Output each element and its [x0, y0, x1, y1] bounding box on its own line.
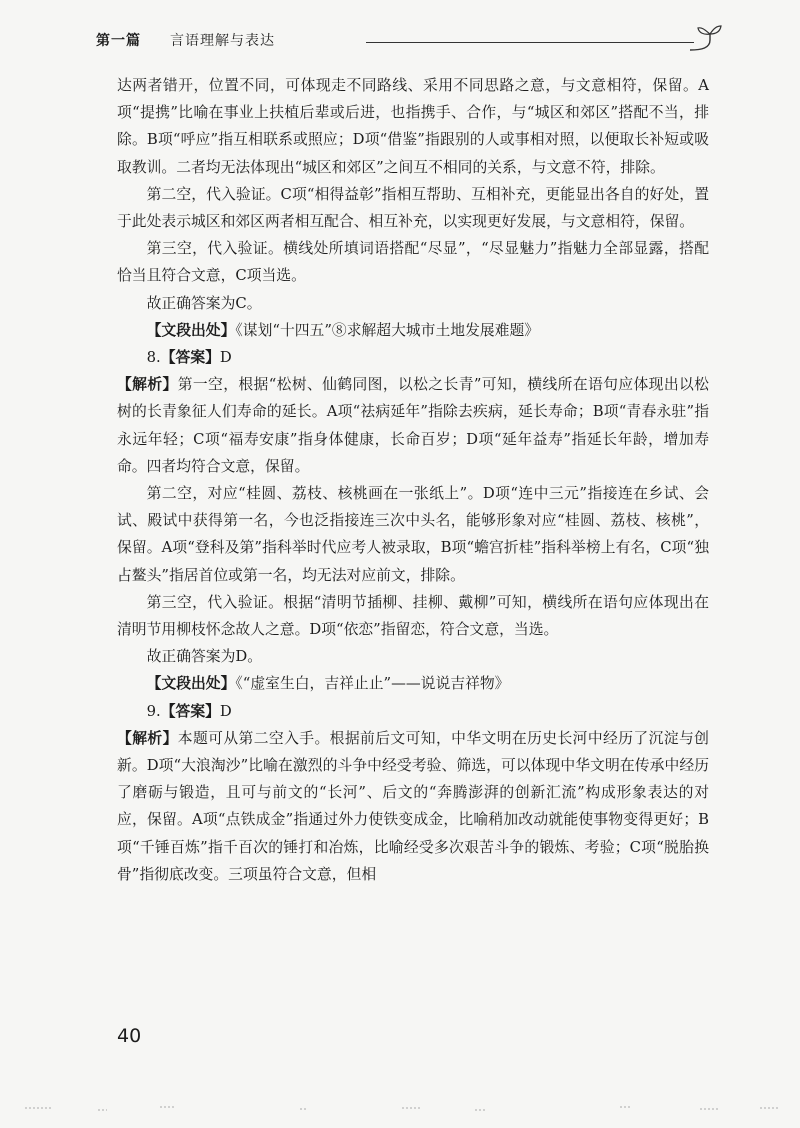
paragraph: 第二空，代入验证。C项“相得益彰”指相互帮助、互相补充，更能显出各自的好处，置于此处表示城区和郊区两者相互配合、相互补充，以实现更好发展，与文意相符，保留。 — [117, 185, 709, 231]
running-header — [96, 22, 726, 56]
answer-tag: 【答案】 — [160, 702, 220, 720]
answer-value: D — [219, 702, 232, 720]
paragraph: 第三空，代入验证。横线处所填词语搭配“尽显”，“尽显魅力”指魅力全部显露，搭配恰当且符合文意，C项当选。 — [117, 240, 709, 285]
analysis-tag: 【解析】 — [117, 729, 178, 747]
answer-tag: 【答案】 — [160, 349, 220, 367]
paragraph: 第三空，代入验证。根据“清明节插柳、挂柳、戴柳”可知，横线所在语句应体现出在清明节用柳枝怀念故人之意。D项“依恋”指留恋，符合文意，当选。 — [117, 593, 709, 639]
paragraph: 故正确答案为D。 — [146, 648, 263, 666]
paragraph: 第二空，对应“桂圆、荔枝、核桃画在一张纸上”。D项“连中三元”指接连在乡试、会试、殿试中获得第一名，今也泛指接连三次中头名，能够形象对应“桂圆、荔枝、核桃”，保留。A项“登科及第”指科举时代应考人被录取，B项“蟾宫折桂”指科举榜上有名，C项“独占鳌头”指居首位或第一名，均无法对应前文，排除。 — [117, 485, 709, 584]
paragraph: 故正确答案为C。 — [146, 294, 262, 312]
analysis-tag: 【解析】 — [117, 376, 178, 394]
source-tag: 【文段出处】 — [146, 321, 236, 339]
header-rule — [366, 42, 694, 43]
question-number: 9. — [146, 702, 161, 720]
source-tag: 【文段出处】 — [146, 675, 236, 693]
analysis-paragraph: 【解析】本题可从第二空入手。根据前后文可知，中华文明在历史长河中经历了沉淀与创新。D项“大浪淘沙”比喻在激烈的斗争中经受考验、筛选，可以体现中华文明在传承中经历了磨砺与锻造，且可与前文的“长河”、后文的“奔腾澎湃的创新汇流”构成形象表达的对应，保留。A项“点铁成金”指通过外力使铁变成金，比喻稍加改动就能使事物变得更好；B项“千锤百炼”指千百次的锤打和冶炼，比喻经受多次艰苦斗争的锻炼、考验；C项“脱胎换骨”指彻底改变。三项虽符合文意，但相 — [117, 729, 709, 883]
answer-value: D — [219, 349, 232, 367]
page-number: 40 — [117, 1025, 142, 1047]
source-line: 【文段出处】《谋划“十四五”⑧求解超大城市土地发展难题》 — [146, 321, 540, 339]
source-line: 【文段出处】《“虚室生白，吉祥止止”——说说吉祥物》 — [146, 675, 510, 693]
sprout-icon — [688, 22, 722, 56]
scan-marks — [0, 1098, 800, 1118]
paragraph: 达两者错开，位置不同，可体现走不同路线、采用不同思路之意，与文意相符，保留。A项“提携”比喻在事业上扶植后辈或后进，也指携手、合作，与“城区和郊区”搭配不当，排除。B项“呼应”指互相联系或照应；D项“借鉴”指跟别的人或事相对照，以便取长补短或吸取教训。二者均无法体现出“城区和郊区”之间互不相同的关系，与文意不符，排除。 — [117, 77, 709, 176]
answer-line — [117, 344, 709, 371]
analysis-paragraph: 【解析】第一空，根据“松树、仙鹤同图，以松之长青”可知，横线所在语句应体现出以松树的长青象征人们寿命的延长。A项“祛病延年”指除去疾病，延长寿命；B项“青春永驻”指永远年轻；C项“福寿安康”指身体健康，长命百岁；D项“延年益寿”指延长年龄，增加寿命。四者均符合文意，保留。 — [117, 376, 709, 475]
page-body — [117, 72, 709, 888]
answer-line — [117, 698, 709, 725]
part-label: 第一篇 — [96, 33, 141, 49]
question-number: 8. — [146, 349, 161, 367]
chapter-title: 言语理解与表达 — [170, 33, 275, 49]
